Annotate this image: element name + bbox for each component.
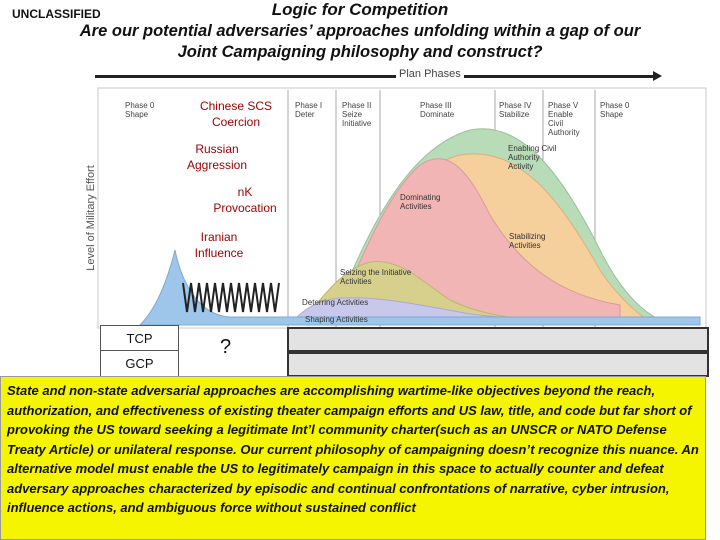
russian-aggression-label: Russian Aggression — [182, 141, 252, 173]
nk-provocation-label: nK Provocation — [206, 184, 284, 216]
plan-phases-label: Plan Phases — [396, 68, 464, 80]
phase-label: Phase IV Stabilize — [499, 101, 532, 119]
phase-label: Phase 0 Shape — [125, 101, 155, 119]
slide-subtitle: Are our potential adversaries’ approaches unfolding within a gap of our Joint Campaigning philosophy and construct? — [79, 22, 641, 61]
activity-label: Seizing the Initiative Activities — [340, 268, 412, 286]
campaign-bar-upper — [287, 327, 709, 352]
phase-label: Phase II Seize Initiative — [342, 101, 372, 128]
gcp-box: GCP — [100, 350, 179, 377]
plan-phases-arrow-bar — [95, 75, 655, 78]
plan-phases-arrowhead — [653, 71, 662, 81]
chinese-scs-coercion-label: Chinese SCS Coercion — [199, 99, 273, 129]
activity-label: Deterring Activities — [302, 298, 369, 307]
phase-label: Phase I Deter — [295, 101, 323, 119]
campaign-bar-lower — [287, 352, 709, 377]
tcp-box: TCP — [100, 325, 179, 352]
y-axis-label: Level of Military Effort — [85, 165, 97, 271]
summary-text-box: State and non-state adversarial approaches are accomplishing wartime-like objectives beyond the reach, authorization, and effectiveness of existing theater campaign efforts and US law, title, and code but far short of provoking the US toward seeking a legitimate Int’l community charter(such as an UNSCR or NATO Defense Treaty Article) or unilateral response. Our current philosophy of campaigning doesn’t recognize this nuance. An alternative model must enable the US to legitimately campaign in this space to actually counter and defeat adversary approaches characterized by episodic and continual confrontations of narrative, cyber intrusion, influence actions, and ambiguous force without sustained conflict — [0, 376, 706, 540]
phase-label: Phase V Enable Civil Authority — [548, 101, 580, 137]
slide-title: Logic for Competition — [271, 0, 449, 19]
classification-label: UNCLASSIFIED — [12, 7, 101, 21]
activity-label: Enabling Civil Authority Activity — [508, 144, 557, 171]
activity-label: Dominating Activities — [400, 193, 441, 211]
activity-label: Shaping Activities — [305, 315, 368, 324]
phase-label: Phase 0 Shape — [600, 101, 630, 119]
phase-label: Phase III Dominate — [420, 101, 455, 119]
activity-label: Stabilizing Activities — [509, 232, 546, 250]
iranian-influence-label: Iranian Influence — [188, 229, 250, 261]
gap-question-mark: ? — [220, 336, 232, 358]
